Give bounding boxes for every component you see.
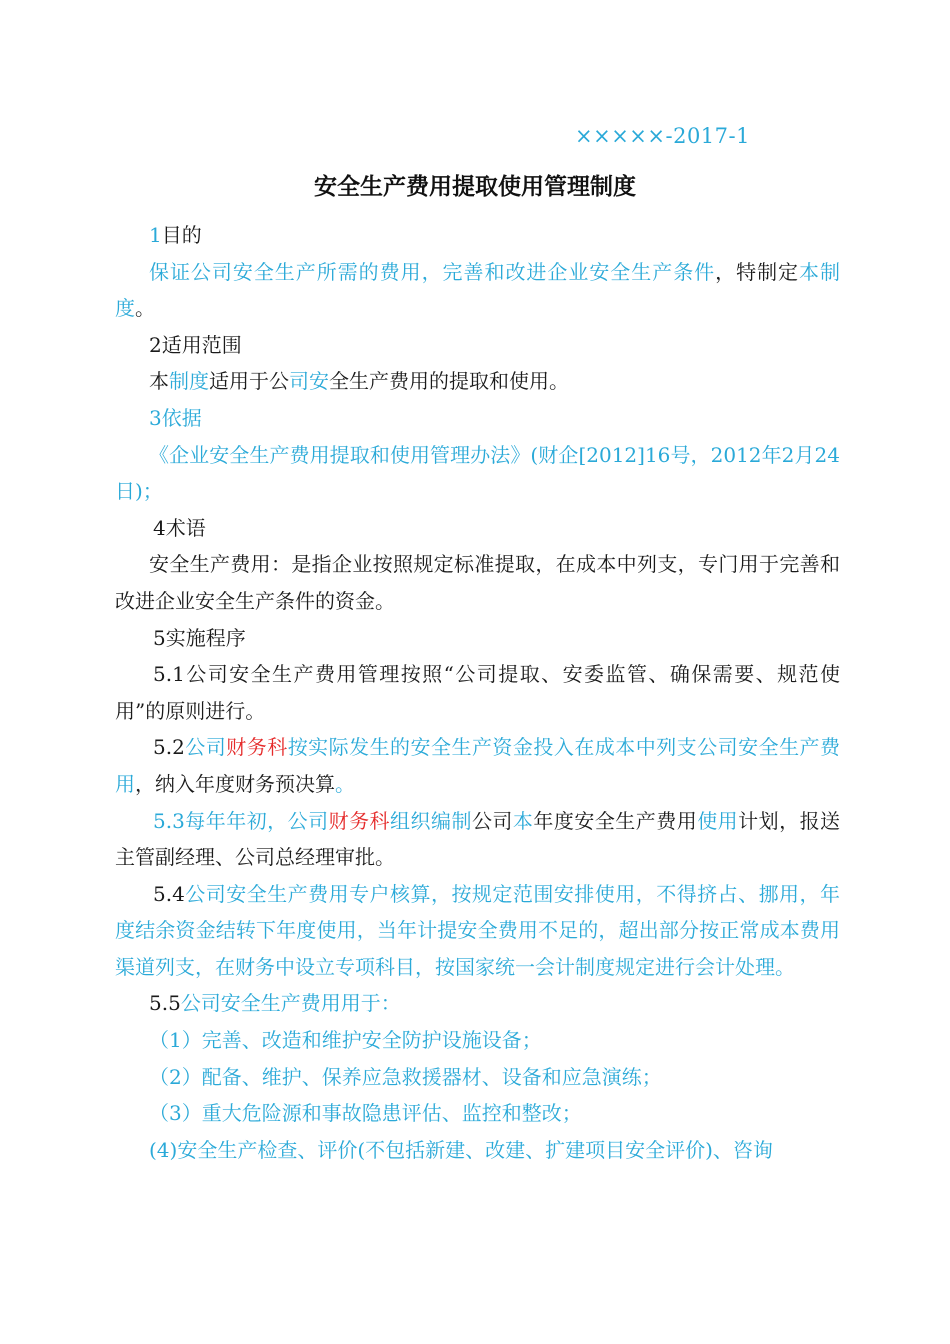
clause-5-2-text: 按实际发生的安全生产资金投入在成本中列支公司安全生产费用 [115, 735, 841, 796]
list-item-2: （2）配备、维护、保养应急救援器材、设备和应急演练； [149, 1064, 662, 1089]
section-2-heading: 2适用范围 [149, 332, 242, 357]
scope-text-c: 适用于公 [209, 369, 289, 394]
clause-5-3-this: 本 [512, 808, 534, 833]
clause-5-5 [115, 985, 840, 1022]
clause-5-2-number: 5.2 [153, 735, 185, 760]
clause-5-3-annual-cost: 年度安全生产费用 [533, 808, 698, 833]
scope-text-a: 本 [149, 369, 169, 394]
section-5-heading: 5实施程序 [153, 625, 246, 650]
clause-5-3-start: 5.3每年年初，公司 [153, 808, 329, 833]
clause-5-2-company: 公司 [184, 735, 227, 760]
section-3-paragraph: 《企业安全生产费用提取和使用管理办法》(财企[2012]16号，2012年2月24日)； [115, 442, 840, 504]
clause-5-5-text: 公司安全生产费用用于： [180, 991, 401, 1016]
purpose-text: 保证公司安全生产所需的费用，完善和改进企业安全生产条件 [149, 259, 716, 284]
clause-5-3-compile: 组织编制 [390, 808, 472, 833]
clause-5-2-finance-dept: 财务科 [226, 735, 288, 760]
section-1-paragraph [115, 254, 840, 327]
purpose-period: 。 [135, 296, 155, 321]
clause-5-4-number: 5.4 [153, 881, 185, 906]
purpose-text-dark: ，特制定 [715, 259, 800, 284]
section-1-title: 目的 [161, 223, 202, 247]
section-4-paragraph: 安全生产费用：是指企业按照规定标准提取，在成本中列支，专门用于完善和改进企业安全生产条件的资金。 [115, 552, 840, 613]
clause-5-5-number: 5.5 [149, 991, 181, 1016]
scope-text-e: 全生产费用的提取和使用。 [329, 369, 569, 394]
list-item-3: （3）重大危险源和事故隐患评估、监控和整改； [149, 1101, 582, 1126]
document-number: ×××××-2017-1 [575, 124, 750, 148]
document-title: 安全生产费用提取使用管理制度 [314, 174, 636, 200]
clause-5-2-period: 。 [335, 771, 355, 796]
section-3-heading: 3依据 [149, 405, 202, 430]
section-2-paragraph [115, 363, 840, 400]
section-1-number: 1 [149, 223, 162, 247]
clause-5-3-finance-dept: 财务科 [328, 808, 391, 833]
clause-5-3-plan: 计划，报送主管副经理、公司总经理审批。 [115, 808, 841, 870]
clause-5-3-company: 公司 [471, 808, 513, 833]
clause-5-2 [115, 729, 840, 802]
list-item-4: (4)安全生产检查、评价(不包括新建、改建、扩建项目安全评价)、咨询 [149, 1137, 773, 1162]
clause-5-4-text: 公司安全生产费用专户核算，按规定范围安排使用，不得挤占、挪用，年度结余资金结转下年度使用，当年计提安全费用不足的，超出部分按正常成本费用渠道列支，在财务中设立专项科目，按国家统一会计制度规定进行会计处理。 [115, 881, 840, 979]
clause-5-2-budget: ，纳入年度财务预决算 [135, 771, 335, 796]
clause-5-1: 5.1公司安全生产费用管理按照“公司提取、安委监管、确保需要、规范使用”的原则进行。 [115, 662, 840, 723]
document-body [115, 217, 840, 1168]
clause-5-3-use: 使用 [697, 808, 739, 833]
section-4-heading: 4术语 [153, 515, 206, 540]
purpose-text-tail: 本制度 [115, 259, 840, 321]
clause-5-4 [115, 876, 840, 986]
scope-text-d: 司安 [289, 369, 329, 394]
list-item-1: （1）完善、改造和维护安全防护设施设备； [149, 1028, 542, 1053]
section-1-heading [115, 217, 840, 254]
scope-text-b: 制度 [169, 369, 209, 394]
clause-5-3 [115, 803, 840, 876]
